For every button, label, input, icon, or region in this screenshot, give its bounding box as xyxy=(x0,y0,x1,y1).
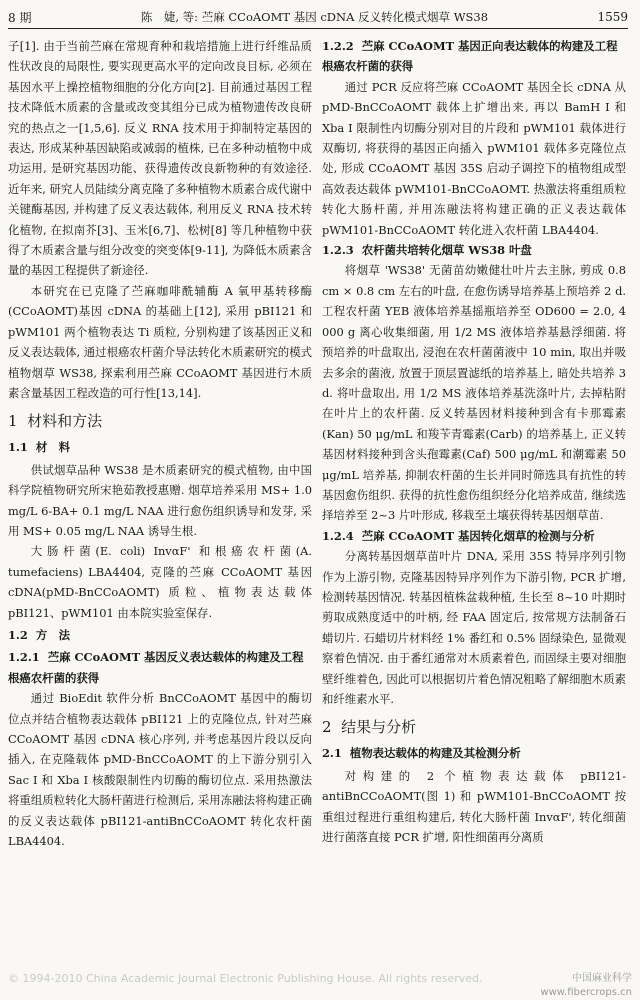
section-number: 2 xyxy=(322,718,332,737)
watermark-site-name: 中国麻业科学 xyxy=(572,973,632,984)
subsubsection-title: 苎麻 CCoAOMT 基因正向表达载体的构建及工程根癌农杆菌的获得 xyxy=(322,39,618,74)
subsection-heading-methods xyxy=(8,625,312,645)
subsection-heading-vector-construction xyxy=(322,743,626,763)
materials-paragraph-tobacco: 供试烟草品种 WS38 是木质素研究的模式植物, 由中国科学院植物研究所宋艳茹教授惠赠. 烟草培养采用 MS+ 1.0 mg/L 6-BA+ 0.1 mg/L NAA 进行愈伤组织诱导和发芽, 采用 MS+ 0.05 mg/L NAA 诱导生根. xyxy=(8,462,312,538)
section-title: 结果与分析 xyxy=(341,718,417,737)
site-watermark xyxy=(540,972,632,1000)
methods-paragraph-sense: 通过 PCR 反应将苎麻 CCoAOMT 基因全长 cDNA 从 pMD-BnCCoAOMT 载体上扩增出来, 再以 BamH I 和 Xba I 限制性内切酶分别对目的片段和 pWM101 载体进行双酶切, 将获得的基因正向插入 pWM101 载体多克隆位点处, 形成 CCoAOMT 基因 35S 启动子调控下的植物组成型高效表达载体 pWM101-BnCCoAOMT. 热激法将重组质粒转化大肠杆菌, 并用冻融法将构建正确的正义表达载体 pWM101-BnCCoAOMT 转化进入农杆菌 LBA4404. xyxy=(322,79,626,237)
subsubsection-heading-sense-vector xyxy=(322,36,626,77)
intro-paragraph-study-aim: 本研究在已克隆了苎麻咖啡酰辅酶 A 氧甲基转移酶(CCoAOMT)基因 cDNA 的基础上[12], 采用 pBI121 和 pWM101 两个植物表达 Ti 质粒, 分别构建了该基因正义和反义表达载体, 通过根癌农杆菌介导法转化木质素研究的模式植物烟草 WS38, 探索利用苎麻 CCoAOMT 基因进行木质素含量基因工程改造的可行性[13,14]. xyxy=(8,283,312,400)
subsection-title: 方 法 xyxy=(35,627,71,642)
subsubsection-title: 农杆菌共培转化烟草 WS38 叶盘 xyxy=(361,243,532,258)
subsection-heading-materials xyxy=(8,437,312,457)
page-footer xyxy=(8,964,632,998)
right-column xyxy=(322,36,626,960)
section-heading-materials-methods xyxy=(8,409,312,433)
subsubsection-number: 1.2.2 xyxy=(322,39,354,53)
subsubsection-title: 苎麻 CCoAOMT 基因反义表达载体的构建及工程根癌农杆菌的获得 xyxy=(8,650,304,685)
subsection-number: 1.1 xyxy=(8,440,28,455)
watermark-site-url: www.fibercrops.cn xyxy=(540,987,632,998)
section-title: 材料和方法 xyxy=(27,412,103,431)
materials-paragraph-strains: 大肠杆菌(E. coli) InvαF' 和根癌农杆菌(A. tumefaciens) LBA4404, 克隆的苎麻 CCoAOMT 基因 cDNA(pMD-BnCCoAOMT) 质粒、植物表达载体 pBI121、pWM101 由本院实验室保存. xyxy=(8,544,312,620)
subsubsection-heading-detection xyxy=(322,526,626,546)
subsubsection-title: 苎麻 CCoAOMT 基因转化烟草的检测与分析 xyxy=(361,528,595,543)
section-heading-results xyxy=(322,715,626,739)
subsubsection-number: 1.2.4 xyxy=(322,528,354,543)
running-title: 陈 婕, 等: 苎麻 CCoAOMT 基因 cDNA 反义转化模式烟草 WS38 xyxy=(140,10,489,24)
subsection-number: 2.1 xyxy=(322,746,342,761)
copyright-notice: © 1994-2010 China Academic Journal Electronic Publishing House. All rights reserved. xyxy=(8,972,483,985)
left-column xyxy=(8,36,312,960)
section-number: 1 xyxy=(8,412,18,431)
page-number: 1559 xyxy=(597,10,628,24)
running-header xyxy=(8,6,628,29)
subsubsection-number: 1.2.3 xyxy=(322,243,354,258)
subsubsection-heading-antisense-vector xyxy=(8,647,312,688)
results-paragraph-vectors: 对构建的 2 个植物表达载体 pBI121-antiBnCCoAOMT(图 1) 和 pWM101-BnCCoAOMT 按重组过程进行重组构建后, 转化大肠杆菌 InvαF', 转化细菌进行菌落直接 PCR 扩增, 阳性细菌再分离质 xyxy=(322,768,626,845)
intro-paragraph-continued: 子[1]. 由于当前苎麻在常规育种和栽培措施上进行纤维品质性状改良的局限性, 要实现更高水平的定向改良目标, 必须在基因水平上操控植物细胞的分化方向[2]. 目前通过基因工程技术降低木质素的含量或改变其组分已成为植物遗传改良研究的热点之一[1,5,6]. 反义 RNA 技术用于抑制特定基因的表达, 形成某种基因缺陷或减弱的植株, 已在多种动植物中成功运用, 是研究基因功能、获得遗传改良新物种的有效途径. 近年来, 研究人员陆续分离克隆了多种植物木质素合成代谢中关键酶基因, 并构建了反义表达载体, 利用反义 RNA 技术转化植物, 在拟南芥[3]、玉米[6,7]、松树[8] 等几种植物中获得了木质素含量与组分改变的突变体[9-11], 为降低木质素含量的基因工程提供了新途径. xyxy=(8,39,312,278)
methods-paragraph-antisense: 通过 BioEdit 软件分析 BnCCoAOMT 基因中的酶切位点并结合植物表达载体 pBI121 上的克隆位点, 针对苎麻 CCoAOMT 基因 cDNA 核心序列, 并考虑基因片段以反向插入, 在克隆载体 pMD-BnCCoAOMT 的上下游分别引入 Sac I 和 Xba I 核酸限制性内切酶的酶切位点. 采用热激法将重组质粒转化大肠杆菌进行检测后, 采用冻融法将构建正确的反义表达载体 pBI121-antiBnCCoAOMT 转化农杆菌 LBA4404. xyxy=(8,691,312,849)
subsubsection-number: 1.2.1 xyxy=(8,650,40,665)
subsection-title: 材 料 xyxy=(35,440,71,455)
methods-paragraph-leaf-disc: 将烟草 'WS38' 无菌苗幼嫩健壮叶片去主脉, 剪成 0.8 cm × 0.8 cm 左右的叶盘, 在愈伤诱导培养基上预培养 2 d. 工程农杆菌 YEB 液体培养基摇瓶培养至 OD600 = 2.0, 4 000 g 离心收集细菌, 用 1/2 MS 液体培养基悬浮细菌. 将预培养的叶盘取出, 浸泡在农杆菌菌液中 10 min, 取出并吸去多余的菌液, 放置于顶层置滤纸的培养基上, 暗处共培养 3 d. 将叶盘取出, 用 1/2 MS 液体培养基洗涤叶片, 去掉粘附在叶片上的农杆菌. 反义转基因材料接种到含有卡那霉素(Kan) 50 μg/mL 和羧苄青霉素(Carb) 的培养基上, 正义转基因材料接种到含头孢霉素(Caf) 500 μg/mL 和潮霉素 50 μg/mL 培养基, 抑制农杆菌的生长并同时筛选具有抗性的转基因愈伤组织. 获得的抗性愈伤组织经分化培养成苗, 继续选择培养至 2~3 片叶形成, 移栽至土壤获得转基因烟草苗. xyxy=(322,263,626,523)
issue-number: 8 期 xyxy=(8,10,32,25)
subsubsection-heading-leaf-disc xyxy=(322,240,626,260)
subsection-title: 植物表达载体的构建及其检测分析 xyxy=(349,746,521,761)
methods-paragraph-detection: 分离转基因烟草苗叶片 DNA, 采用 35S 特异序列引物作为上游引物, 克隆基因特异序列作为下游引物, PCR 扩增, 检测转基因情况. 转基因植株盆栽种植, 生长至 8~10 叶期时剪取成熟度适中的叶柄, 经 FAA 固定后, 按常规方法制备石蜡切片. 石蜡切片材料经 1% 番红和 0.5% 固绿染色, 显微观察着色情况. 由于番红通常对木质素着色, 而固绿主要对细胞壁纤维着色, 因此可以根据切片着色情况粗略了解细胞木质素和纤维素水平. xyxy=(322,549,626,706)
subsection-number: 1.2 xyxy=(8,627,28,642)
